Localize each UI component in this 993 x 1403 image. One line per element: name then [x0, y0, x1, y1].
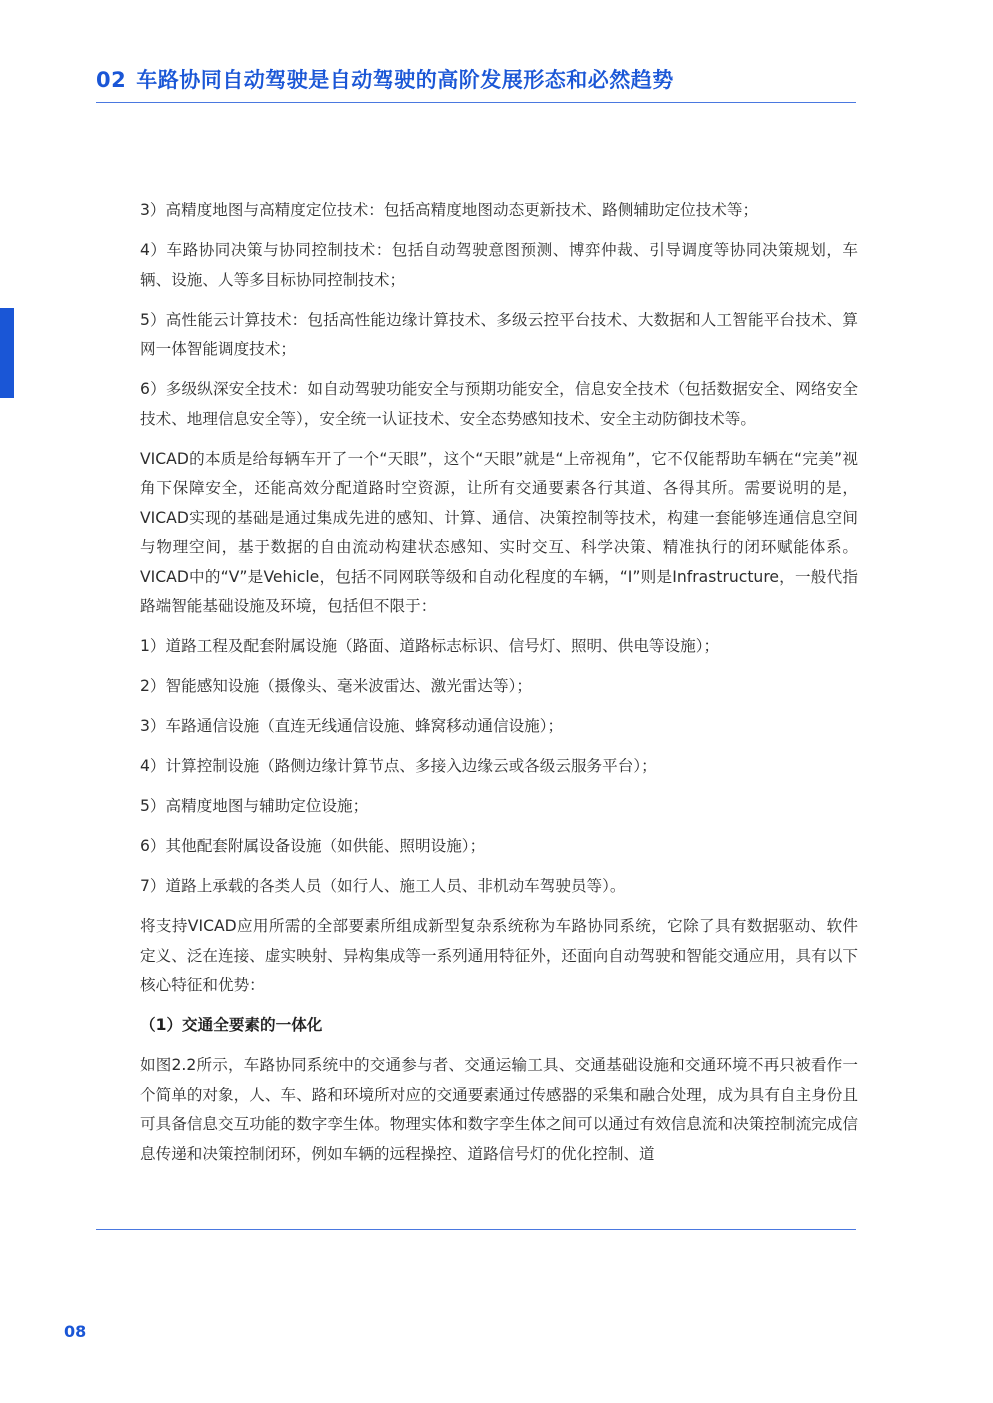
chapter-title-text: 车路协同自动驾驶是自动驾驶的高阶发展形态和必然趋势 [136, 68, 674, 92]
page-number: 08 [64, 1322, 87, 1341]
section-subheading: （1）交通全要素的一体化 [140, 1016, 323, 1034]
list-item-infra-1: 1）道路工程及配套附属设施（路面、道路标志标识、信号灯、照明、供电等设施）； [140, 637, 720, 655]
chapter-title [96, 64, 674, 94]
list-item-infra-2: 2）智能感知设施（摄像头、毫米波雷达、激光雷达等）； [140, 677, 532, 695]
list-item-tech-3: 3）高精度地图与高精度定位技术：包括高精度地图动态更新技术、路侧辅助定位技术等； [140, 201, 759, 219]
closing-paragraph: 如图2.2所示，车路协同系统中的交通参与者、交通运输工具、交通基础设施和交通环境不再只被看作一个简单的对象，人、车、路和环境所对应的交通要素通过传感器的采集和融合处理，成为具有自主身份且可具备信息交互功能的数字孪生体。物理实体和数字孪生体之间可以通过有效信息流和决策控制流完成信息传递和决策控制闭环，例如车辆的远程操控、道路信号灯的优化控制、道 [140, 1056, 858, 1163]
list-item-infra-3: 3）车路通信设施（直连无线通信设施、蜂窝移动通信设施）； [140, 717, 564, 735]
list-item-infra-7: 7）道路上承载的各类人员（如行人、施工人员、非机动车驾驶员等）。 [140, 877, 626, 895]
body-content [140, 196, 858, 1180]
footer-divider [96, 1229, 856, 1230]
list-item-infra-5: 5）高精度地图与辅助定位设施； [140, 797, 369, 815]
chapter-number: 02 [96, 68, 127, 92]
list-item-tech-5: 5）高性能云计算技术：包括高性能边缘计算技术、多级云控平台技术、大数据和人工智能平台技术、算网一体智能调度技术； [140, 310, 858, 358]
list-item-tech-6: 6）多级纵深安全技术：如自动驾驶功能安全与预期功能安全，信息安全技术（包括数据安全、网络安全技术、地理信息安全等），安全统一认证技术、安全态势感知技术、安全主动防御技术等。 [140, 380, 858, 428]
list-item-tech-4: 4）车路协同决策与协同控制技术：包括自动驾驶意图预测、博弈仲裁、引导调度等协同决策规划，车辆、设施、人等多目标协同控制技术； [140, 241, 858, 289]
system-intro-paragraph: 将支持VICAD应用所需的全部要素所组成新型复杂系统称为车路协同系统，它除了具有数据驱动、软件定义、泛在连接、虚实映射、异构集成等一系列通用特征外，还面向自动驾驶和智能交通应用，具有以下核心特征和优势： [140, 917, 858, 994]
vicad-description-paragraph: VICAD的本质是给每辆车开了一个“天眼”，这个“天眼”就是“上帝视角”，它不仅能帮助车辆在“完美”视角下保障安全，还能高效分配道路时空资源，让所有交通要素各行其道、各得其所。需要说明的是，VICAD实现的基础是通过集成先进的感知、计算、通信、决策控制等技术，构建一套能够连通信息空间与物理空间，基于数据的自由流动构建状态感知、实时交互、科学决策、精准执行的闭环赋能体系。VICAD中的“V”是Vehicle，包括不同网联等级和自动化程度的车辆，“I”则是Infrastructure，一般代指路端智能基础设施及环境，包括但不限于： [140, 449, 858, 615]
side-tab-marker [0, 308, 14, 398]
list-item-infra-6: 6）其他配套附属设备设施（如供能、照明设施）； [140, 837, 486, 855]
list-item-infra-4: 4）计算控制设施（路侧边缘计算节点、多接入边缘云或各级云服务平台）； [140, 757, 657, 775]
header-divider [96, 102, 856, 103]
